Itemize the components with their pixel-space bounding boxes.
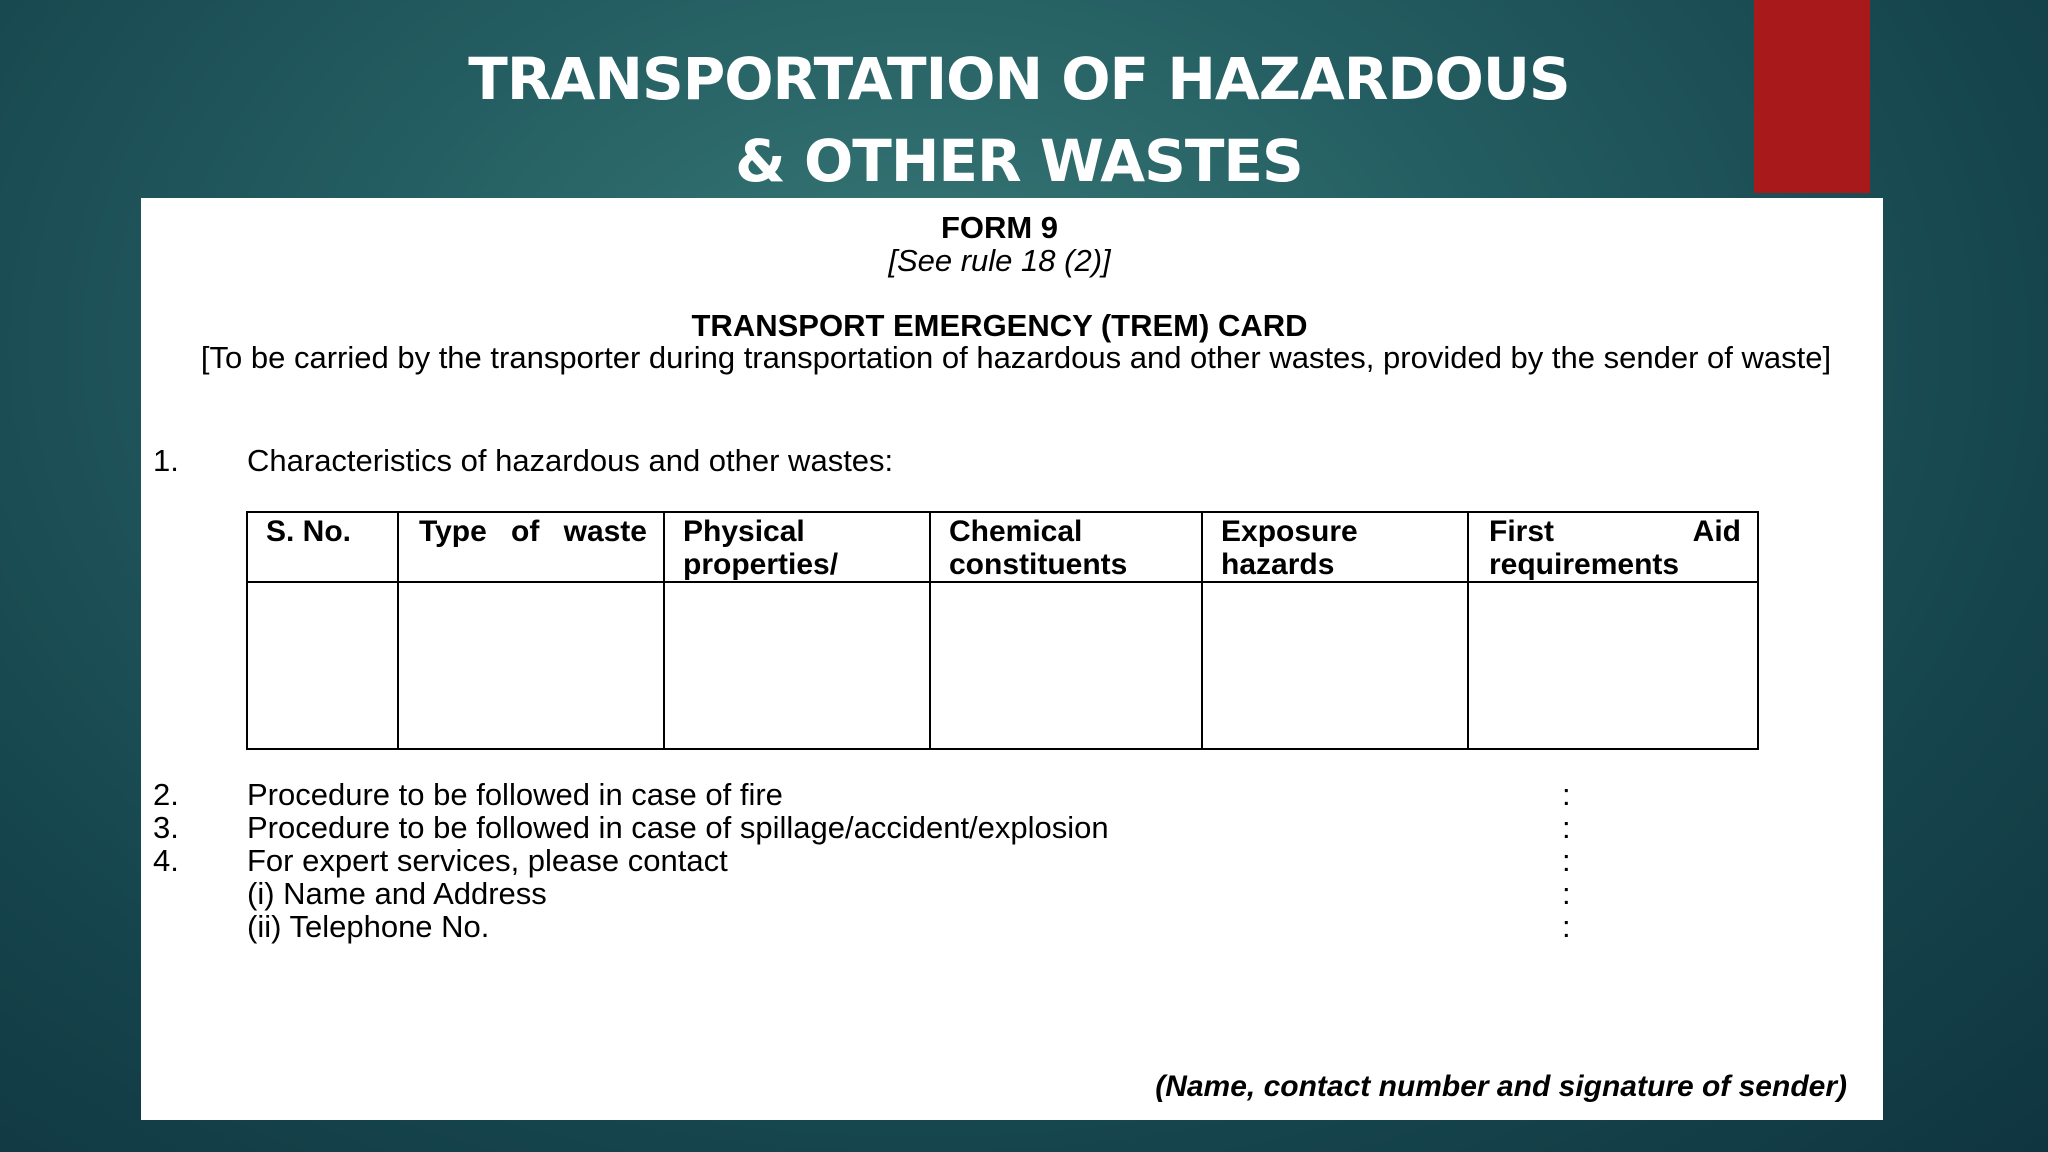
signature-note: (Name, contact number and signature of sender) bbox=[1155, 1070, 1847, 1103]
card-title: TRANSPORT EMERGENCY (TREM) CARD bbox=[691, 308, 1308, 343]
table-row bbox=[247, 582, 1758, 749]
slide-title bbox=[0, 38, 2038, 202]
table-cell[interactable] bbox=[930, 582, 1202, 749]
card-subtitle: [To be carried by the transporter during transportation of hazardous and other wastes, provided by the sender of waste] bbox=[200, 340, 1832, 375]
column-header-physical: Physical properties/ bbox=[664, 512, 930, 582]
item-colon: : bbox=[1562, 909, 1571, 944]
item-number: 4. bbox=[153, 843, 179, 878]
table-cell[interactable] bbox=[247, 582, 398, 749]
item-colon: : bbox=[1562, 777, 1571, 812]
form-number: FORM 9 bbox=[940, 210, 1059, 245]
column-header-type: Type of waste bbox=[398, 512, 664, 582]
item-text: (ii) Telephone No. bbox=[247, 909, 490, 944]
column-header-chemical: Chemical constituents bbox=[930, 512, 1202, 582]
column-header-first-aid: First Aid requirements bbox=[1468, 512, 1758, 582]
waste-characteristics-table bbox=[246, 511, 1759, 750]
table-cell[interactable] bbox=[664, 582, 930, 749]
item-text: Procedure to be followed in case of fire bbox=[247, 777, 783, 812]
item-colon: : bbox=[1562, 810, 1571, 845]
item-text: Characteristics of hazardous and other wastes: bbox=[247, 443, 894, 478]
table-header-row bbox=[247, 512, 1758, 582]
item-colon: : bbox=[1562, 843, 1571, 878]
item-text: (i) Name and Address bbox=[247, 876, 547, 911]
form-rule-reference: [See rule 18 (2)] bbox=[888, 243, 1111, 278]
table-cell[interactable] bbox=[398, 582, 664, 749]
item-number: 3. bbox=[153, 810, 179, 845]
item-text: For expert services, please contact bbox=[247, 843, 728, 878]
slide-title-line-2: & OTHER WASTES bbox=[735, 127, 1303, 195]
form-document bbox=[141, 198, 1883, 1120]
item-number: 2. bbox=[153, 777, 179, 812]
column-header-exposure: Exposure hazards bbox=[1202, 512, 1468, 582]
item-text: Procedure to be followed in case of spillage/accident/explosion bbox=[247, 810, 1109, 845]
slide-title-line-1: TRANSPORTATION OF HAZARDOUS bbox=[468, 45, 1570, 113]
column-header-sno: S. No. bbox=[247, 512, 398, 582]
item-number: 1. bbox=[153, 443, 179, 478]
table-cell[interactable] bbox=[1468, 582, 1758, 749]
item-colon: : bbox=[1562, 876, 1571, 911]
table-cell[interactable] bbox=[1202, 582, 1468, 749]
